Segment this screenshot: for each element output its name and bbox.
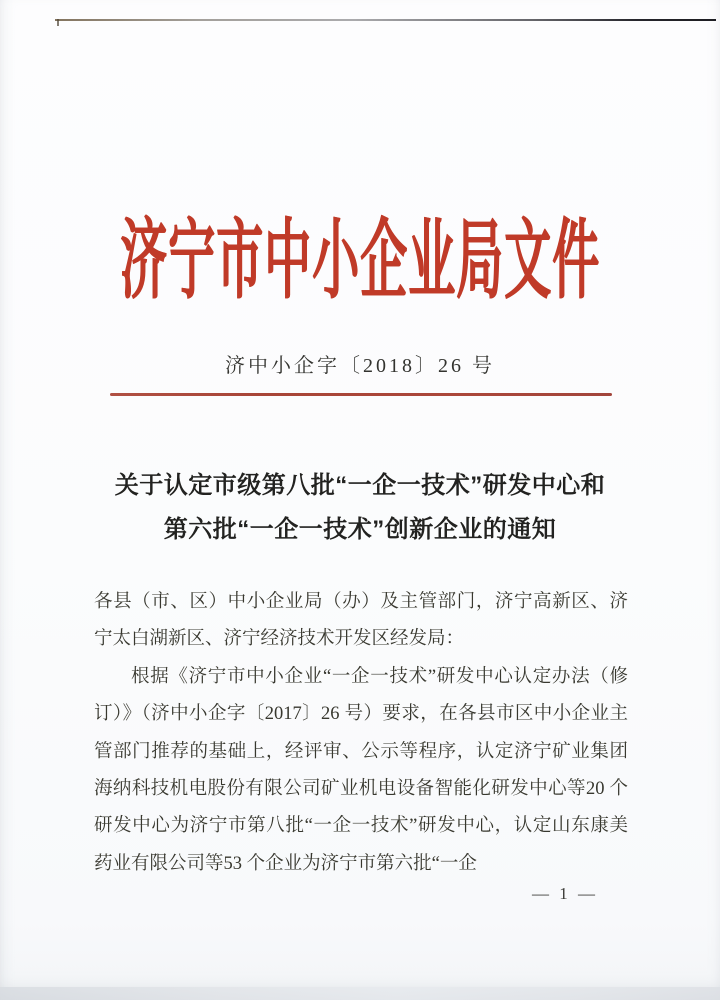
- body-paragraph: 根据《济宁市中小企业“一企一技术”研发中心认定办法（修订）》（济中小企字〔2017〕26 号）要求，在各县市区中小企业主管部门推荐的基础上，经评审、公示等程序，认定济宁矿业集团海纳科技机电股份有限公司矿业机电设备智能化研发中心等20 个研发中心为济宁市第八批“一企一技术”研发中心，认定山东康美药业有限公司等53 个企业为济宁市第六批“一企: [94, 666, 628, 874]
- agency-header-title: 济宁市中小企业局文件: [120, 214, 600, 311]
- scan-artifact-bottom-band: [0, 987, 720, 1000]
- document-number: 济中小企字〔2018〕26 号: [225, 355, 495, 377]
- document-title: [0, 464, 720, 552]
- document-header: [0, 192, 720, 311]
- page-number: — 1 —: [532, 884, 598, 903]
- salutation-paragraph: 各县（市、区）中小企业局（办）及主管部门，济宁高新区、济宁太白湖新区、济宁经济技术开发区经发局：: [94, 592, 628, 650]
- document-body: [94, 584, 628, 883]
- document-title-line1: 关于认定市级第八批“一企一技术”研发中心和: [114, 472, 606, 499]
- scan-artifact-top-tick: [57, 19, 59, 26]
- document-title-line2: 第六批“一企一技术”创新企业的通知: [163, 516, 557, 543]
- red-divider-line: [110, 393, 612, 396]
- scan-artifact-top-line: [55, 19, 716, 21]
